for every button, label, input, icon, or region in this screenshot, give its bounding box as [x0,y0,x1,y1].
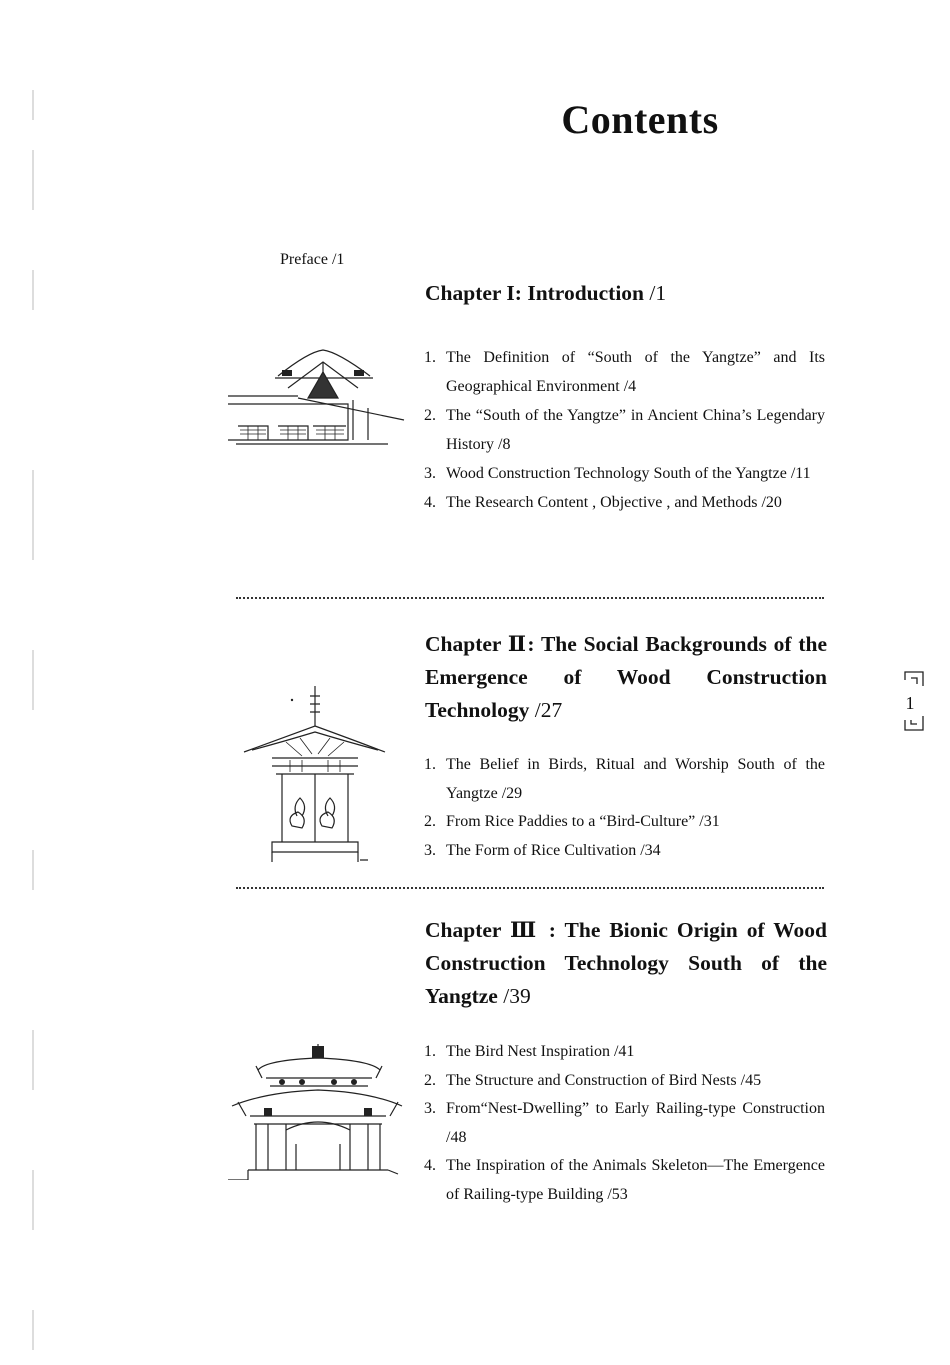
chapter-3-title: Chapter Ⅲ : The Bionic Origin of Wood Construction Technology South of the Yangtze [425,918,827,1008]
preface-entry[interactable]: Preface /1 [280,251,345,268]
item-text: The Research Content , Objective , and Methods /20 [446,494,782,511]
item-text: The “South of the Yangtze” in Ancient China’s Legendary History /8 [446,407,825,453]
item-index: 1. [424,756,436,773]
chapter-2-page: /27 [534,698,563,722]
item-text: From“Nest-Dwelling” to Early Railing-type Construction /48 [446,1100,825,1146]
list-item[interactable] [420,1095,825,1152]
margin-scan-marks [32,90,34,1360]
item-index: 1. [424,1043,436,1060]
item-text: The Form of Rice Cultivation /34 [446,841,661,859]
chapter-1-heading[interactable] [425,277,827,310]
item-index: 4. [424,494,436,511]
chapter-1-title: Chapter I: Introduction [425,281,650,305]
list-item[interactable] [420,1152,825,1209]
item-index: 4. [424,1157,436,1174]
item-text: The Bird Nest Inspiration /41 [446,1043,635,1060]
list-item[interactable] [420,1038,825,1067]
list-item[interactable] [420,343,825,401]
chapter-3-page: /39 [503,984,531,1008]
chapter-3-list [420,1038,825,1209]
list-item[interactable] [420,808,825,837]
chapter-2-list [420,751,825,865]
list-item[interactable] [420,837,825,866]
list-item[interactable] [420,459,825,488]
list-item[interactable] [420,751,825,808]
item-text: The Definition of “South of the Yangtze” and Its Geographical Environment /4 [446,349,825,395]
item-index: 1. [424,349,436,366]
pavilion-illustration-3 [226,1044,406,1180]
list-item[interactable] [420,401,825,459]
item-index: 3. [424,465,436,482]
item-text: The Structure and Construction of Bird Nests /45 [446,1071,762,1089]
section-divider [236,887,824,889]
item-index: 2. [424,1071,436,1089]
item-text: The Belief in Birds, Ritual and Worship South of the Yangtze /29 [446,756,825,802]
item-text: Wood Construction Technology South of the Yangtze /11 [446,465,811,482]
chapter-1-list [420,343,825,517]
item-index: 3. [424,841,436,859]
chapter-2-title: Chapter Ⅱ: The Social Backgrounds of the Emergence of Wood Construction Technology [425,632,827,722]
chapter-1-page: /1 [649,281,667,305]
pavilion-illustration-2 [242,686,387,862]
item-index: 2. [424,407,436,424]
item-text: The Inspiration of the Animals Skeleton—The Emergence of Railing-type Building /53 [446,1157,825,1203]
chapter-2-heading[interactable] [425,628,827,727]
list-item[interactable] [420,1067,825,1096]
page-title: Contents [561,97,719,142]
item-index: 3. [424,1100,436,1117]
section-divider [236,597,824,599]
chapter-3-heading[interactable] [425,914,827,1013]
item-index: 2. [424,813,436,830]
pavilion-illustration-1 [228,348,408,460]
page-number: 1 [905,693,915,713]
item-text: From Rice Paddies to a “Bird-Culture” /31 [446,813,720,830]
list-item[interactable] [420,488,825,517]
